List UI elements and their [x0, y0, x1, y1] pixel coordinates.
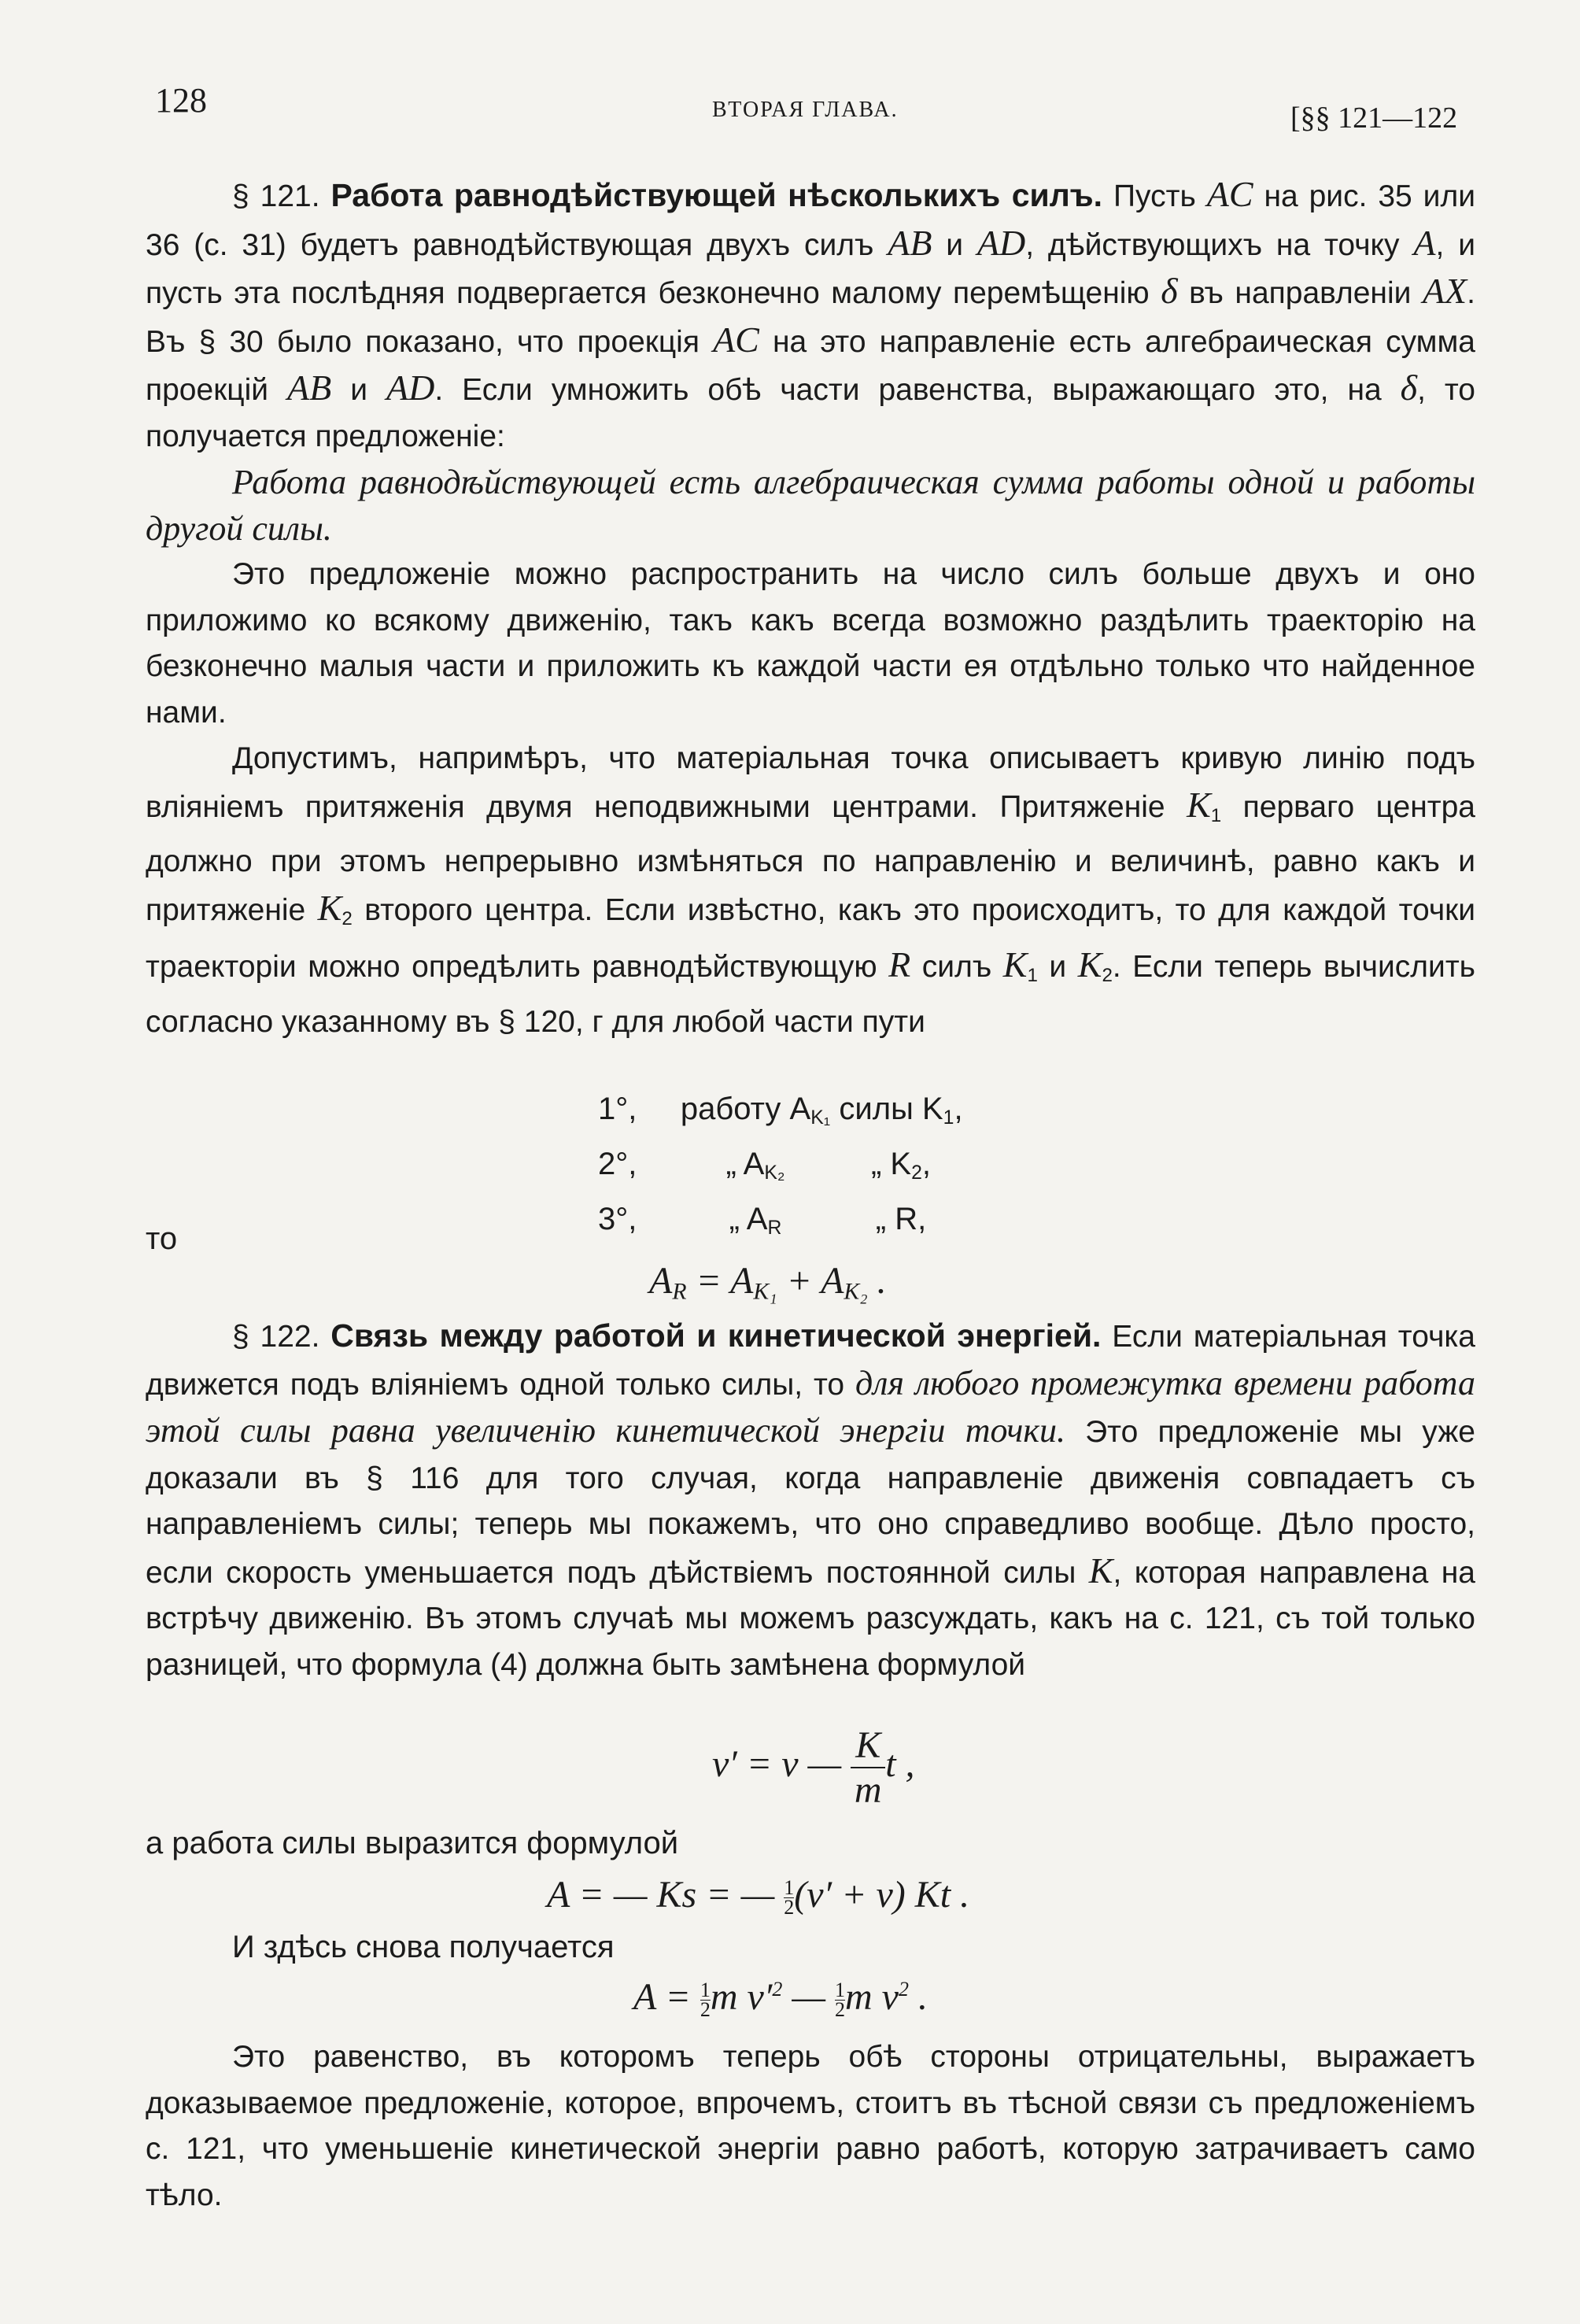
math-symbol: AB [287, 368, 332, 408]
paragraph-122-intro: § 122. Связь между работой и кинетической энергіей. Если матеріальная точка движется подъ вліяніемъ одной только силы, то для любого промежутка времени работа этой силы равна увеличенію кинетической энергіи точки. Это предложеніе мы уже доказали въ § 116 для того случая, когда направленіе движенія совпадаетъ съ направленіемъ силы; теперь мы покажемъ, что оно справедливо вообще. Дѣло просто, если скорость уменьшается подъ дѣйствіемъ постоянной силы K, которая направлена на встрѣчу движенію. Въ этомъ случаѣ мы можемъ разсуждать, какъ на с. 121, съ той только разницей, что формула (4) должна быть замѣнена формулой [146, 1317, 1475, 1682]
list-item: 1°, работу AK₁ силы K1, [598, 1092, 963, 1129]
fraction: $\frac{1}{2}$ [835, 1979, 845, 2022]
math-symbol: AC [1206, 174, 1253, 214]
work-list [598, 1086, 968, 1252]
paragraph-122-conclusion: Это равенство, въ которомъ теперь обѣ стороны отрицательны, выражаетъ доказываемое предложеніе, которое, впрочемъ, стоитъ въ тѣсной связи съ предложеніемъ с. 121, что уменьшеніе кинетической энергіи равно работѣ, которую затрачиваетъ само тѣло. [146, 2040, 1475, 2212]
text-line: И здѣсь снова получается [232, 1930, 615, 1964]
math-symbol: AD [976, 222, 1026, 263]
section-number: § 122. [232, 1320, 320, 1354]
section-title: Работа равнодѣйствующей нѣсколькихъ силъ. [330, 177, 1103, 213]
paragraph-121-extension: Это предложеніе можно распространить на число силъ больше двухъ и оно приложимо ко всякому движенію, такъ какъ всегда возможно раздѣлить траекторію на безконечно малыя части и приложить къ каждой части ея отдѣльно только что найденное нами. [146, 557, 1475, 730]
section-title: Связь между работой и кинетической энергіей. [330, 1317, 1102, 1354]
math-symbol: AD [386, 368, 435, 408]
to-word: то [146, 1221, 178, 1256]
equation-work-sum: AR = AK₁ + AK₂ . [649, 1260, 887, 1305]
paragraph-121-intro: § 121. Работа равнодѣйствующей нѣсколькихъ силъ. Пусть AC на рис. 35 или 36 (с. 31) будетъ равнодѣйствующая двухъ силъ AB и AD, дѣйствующихъ на точку A, и пусть эта послѣдняя подвергается безконечно малому перемѣщенію δ въ направленіи AX. Въ § 30 было показано, что проекція AC на это направленіе есть алгебраическая сумма проекцій AB и AD. Если умножить обѣ части равенства, выражающаго это, на δ, то получается предложеніе: [146, 174, 1476, 453]
math-symbol: AX [1422, 271, 1467, 311]
theorem-statement: Работа равнодѣйствующей есть алгебраическая сумма работы одной и работы другой силы. [146, 463, 1475, 548]
math-symbol: A [1413, 222, 1436, 263]
list-item: 3°, „ AR „ R, [598, 1202, 927, 1240]
fraction: $\frac{1}{2}$ [700, 1979, 711, 2022]
section-121 [146, 172, 1475, 1045]
math-symbol: δ [1400, 368, 1418, 408]
paragraph-121-example: Допустимъ, напримѣръ, что матеріальная точка описываетъ кривую линію подъ вліяніемъ притяженія двумя неподвижными центрами. Притяженіе $K_1$ перваго центра должно при этомъ непрерывно измѣняться по направленію и величинѣ, равно какъ и притяженіе $K_2$ второго центра. Если извѣстно, какъ это происходитъ, то для каждой точки траекторіи можно опредѣлить равнодѣйствующую R силъ $K_1$ и $K_2$. Если теперь вычислить согласно указанному въ § 120, г для любой части пути [146, 741, 1475, 1039]
fraction: $\frac{1}{2}$ [784, 1876, 795, 1919]
page-number: 128 [155, 81, 207, 120]
math-symbol: AC [713, 319, 759, 360]
section-number: § 121. [232, 179, 320, 213]
equation-velocity: v′ = v — $\frac{K}{m}$ t , [712, 1724, 915, 1811]
fraction: $\frac{K}{m}$ [851, 1724, 885, 1812]
equation-kinetic-energy: A = $\frac{1}{2}m$ $v'^2$ — $\frac{1}{2}m$ $v^2$ . [633, 1976, 928, 2022]
text-line: а работа силы выразится формулой [146, 1826, 679, 1860]
equation-work-force: A = — Ks = — $\frac{1}{2}(v' + v)$ Kt . [547, 1874, 970, 1919]
math-symbol: δ [1161, 271, 1178, 311]
list-item: 2°, „ AK₂ „ K2, [598, 1147, 932, 1184]
paragraph-122-conclusion-block [146, 2034, 1475, 2219]
math-symbol: AB [888, 222, 932, 263]
section-reference: [§§ 121—122 [1290, 102, 1458, 135]
running-head: ВТОРАЯ ГЛАВА. [712, 98, 899, 122]
section-122 [146, 1313, 1475, 1688]
theorem-statement: для любого промежутка времени работа этой силы равна увеличенію кинетической энергіи точки. [146, 1363, 1475, 1450]
